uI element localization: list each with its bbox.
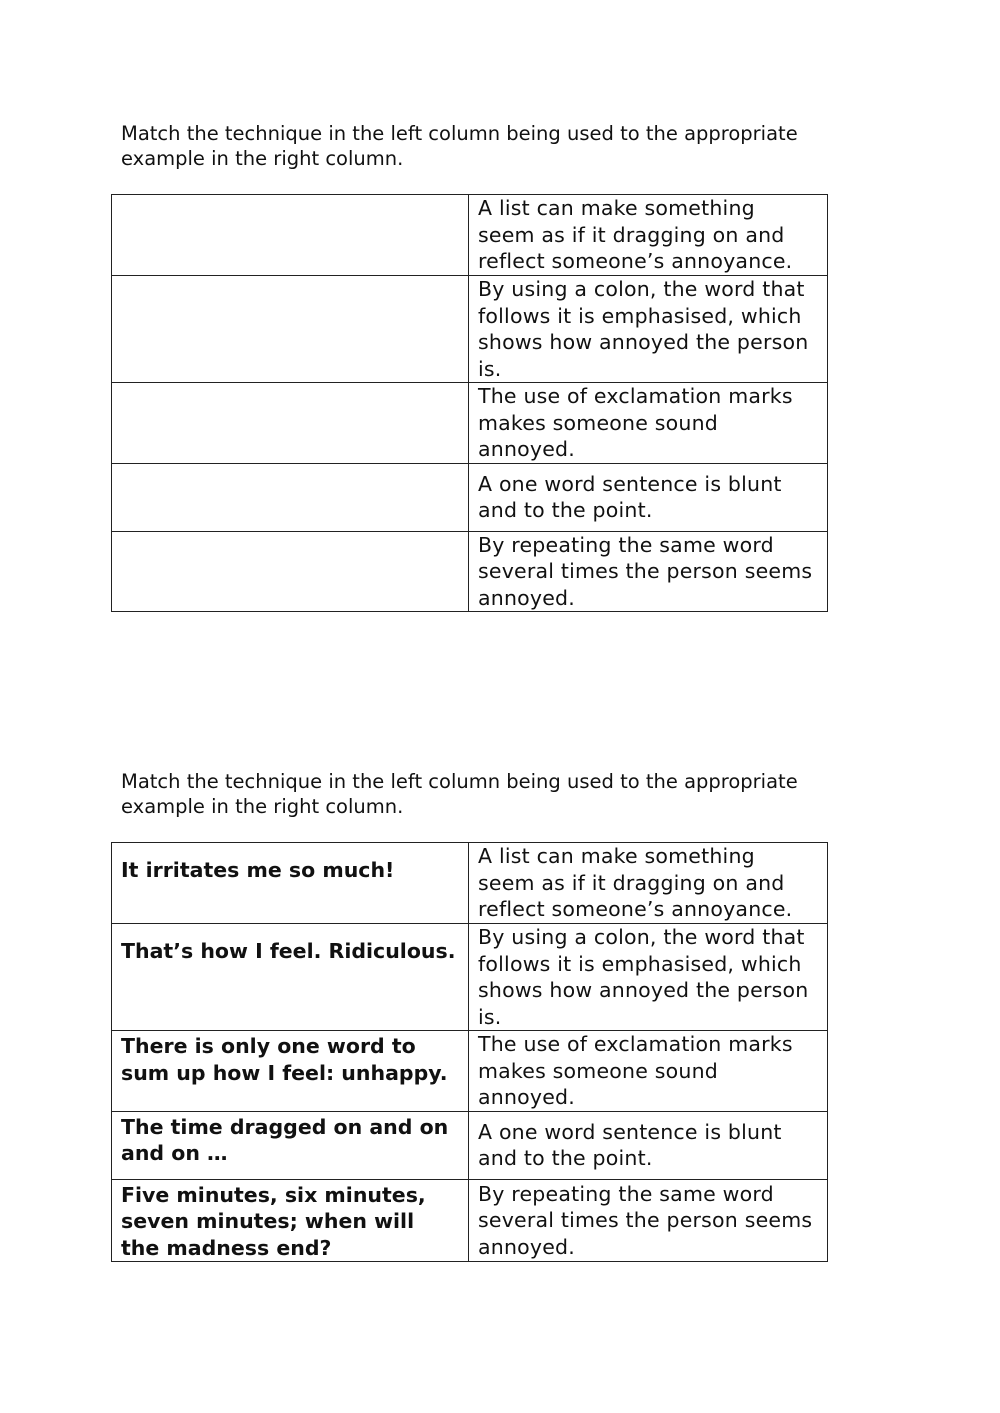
example-cell <box>112 924 469 1031</box>
instructions-answer-table: Match the technique in the left column being used to the appropriate example in the right column. <box>121 770 798 818</box>
technique-cell: By repeating the same word several times the person seems annoyed. <box>469 1179 828 1262</box>
instructions-blank-table: Match the technique in the left column being used to the appropriate example in the right column. <box>121 122 798 170</box>
example-text: There is only one word to sum up how I feel: unhappy. <box>121 1034 448 1085</box>
answer-slot[interactable] <box>112 531 469 612</box>
table-row <box>112 531 828 612</box>
technique-cell: By using a colon, the word that follows it is emphasised, which shows how annoyed the person is. <box>469 924 828 1031</box>
technique-cell: A list can make something seem as if it dragging on and reflect someone’s annoyance. <box>469 195 828 276</box>
matching-table-blank <box>111 194 828 612</box>
example-text: That’s how I feel. Ridiculous. <box>121 939 456 963</box>
technique-cell: A one word sentence is blunt and to the point. <box>469 1111 828 1179</box>
technique-cell: A list can make something seem as if it dragging on and reflect someone’s annoyance. <box>469 843 828 924</box>
table-row <box>112 1179 828 1262</box>
technique-cell: A one word sentence is blunt and to the point. <box>469 463 828 531</box>
answer-slot[interactable] <box>112 463 469 531</box>
example-cell <box>112 1111 469 1179</box>
technique-cell: The use of exclamation marks makes someone sound annoyed. <box>469 383 828 464</box>
technique-cell: By using a colon, the word that follows it is emphasised, which shows how annoyed the person is. <box>469 276 828 383</box>
table-row <box>112 195 828 276</box>
table-row <box>112 383 828 464</box>
table-row <box>112 924 828 1031</box>
matching-table-answers <box>111 842 828 1262</box>
table-row <box>112 843 828 924</box>
example-cell <box>112 1031 469 1112</box>
answer-slot[interactable] <box>112 383 469 464</box>
table-row <box>112 463 828 531</box>
technique-cell: By repeating the same word several times the person seems annoyed. <box>469 531 828 612</box>
answer-slot[interactable] <box>112 276 469 383</box>
answer-slot[interactable] <box>112 195 469 276</box>
table-row <box>112 1031 828 1112</box>
example-cell <box>112 1179 469 1262</box>
table-row <box>112 276 828 383</box>
technique-cell: The use of exclamation marks makes someone sound annoyed. <box>469 1031 828 1112</box>
table-row <box>112 1111 828 1179</box>
example-cell <box>112 843 469 924</box>
example-text: The time dragged on and on and on … <box>121 1114 449 1165</box>
example-text: It irritates me so much! <box>121 858 395 882</box>
example-text: Five minutes, six minutes, seven minutes; when will the madness end? <box>121 1182 426 1260</box>
